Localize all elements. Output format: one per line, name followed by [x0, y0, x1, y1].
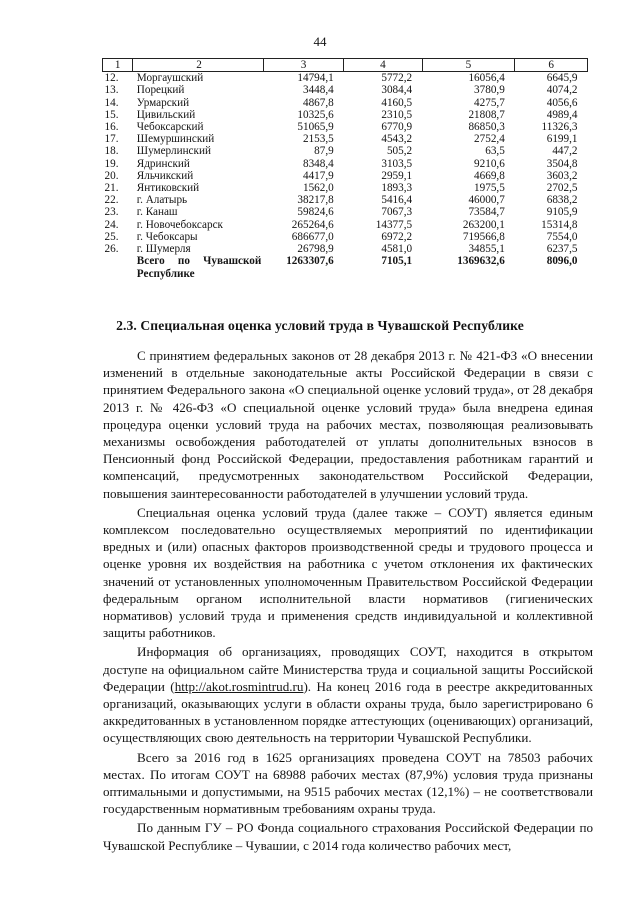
- table-row: [103, 182, 588, 194]
- table-row: [103, 219, 588, 231]
- table-cell: 59824,6: [297, 206, 334, 219]
- row-number: 23.: [104, 206, 119, 219]
- paragraph-text: Информация об организациях, проводящих СОУТ, находится в открытом доступе на официальном сайте Министерства труда и социальной защиты Российской Федерации (: [103, 644, 593, 694]
- statistics-table: [102, 58, 588, 281]
- table-cell: 1893,3: [381, 182, 413, 195]
- table-row: [103, 170, 588, 182]
- table-cell: 34855,1: [468, 243, 505, 256]
- district-name: Шумерлинский: [136, 145, 211, 158]
- district-name: Моргаушский: [136, 72, 204, 85]
- district-name: г. Чебоксары: [136, 230, 198, 243]
- body-text: [103, 347, 593, 856]
- table-cell: 9210,6: [474, 157, 505, 170]
- table-cell: 6770,9: [381, 121, 413, 134]
- total-cell: 1369632,6: [457, 255, 505, 268]
- paragraph: С принятием федеральных законов от 28 декабря 2013 г. № 421-ФЗ «О внесении изменений в отдельные законодательные акты Российской Федерации в связи с принятием Федерального закона «О специальной оценке условий труда», от 28 декабря 2013 г. № 426-ФЗ «О специальной оценке условий труда» была внедрена единая процедура оценки условий труда на рабочих местах, позволяющая реализовывать механизмы освобождения работодателей от уплаты дополнительных взносов в Пенсионный фонд Российской Федерации, предоставления работникам гарантий и компенсаций, предусмотренных законодательством Российской Федерации, повышения заинтересованности работодателей в улучшении условий труда.: [103, 348, 593, 501]
- table-header-row: [103, 59, 588, 72]
- row-number: 14.: [104, 96, 119, 109]
- ministry-link[interactable]: http://akot.rosmintrud.ru: [174, 678, 304, 694]
- district-name: г. Новочебоксарск: [136, 218, 223, 231]
- table-cell: 4417,9: [302, 169, 334, 182]
- column-header: 1: [103, 59, 133, 72]
- table-cell: 86850,3: [468, 121, 505, 134]
- table-cell: 5416,4: [381, 194, 413, 207]
- table-cell: 686677,0: [291, 230, 334, 243]
- table-cell: 10325,6: [297, 108, 334, 121]
- table-cell: 8348,4: [302, 157, 334, 170]
- paragraph: Всего за 2016 год в 1625 организациях проведена СОУТ на 78503 рабочих местах. По итогам СОУТ на 68988 рабочих местах (87,9%) условия труда признаны оптимальными и допустимыми, на 9515 рабочих местах (12,1%) – не соответствовали государственным нормативным требованиям охраны труда.: [103, 749, 593, 817]
- table-row: [103, 121, 588, 133]
- section-title: 2.3. Специальная оценка условий труда в Чувашской Республике: [116, 318, 524, 333]
- row-number: 26.: [104, 243, 119, 256]
- table-row: [103, 243, 588, 255]
- column-header: 4: [344, 59, 422, 72]
- table-cell: 46000,7: [468, 194, 505, 207]
- table-cell: 38217,8: [297, 194, 334, 207]
- table-cell: 4160,5: [381, 96, 413, 109]
- table-cell: 2959,1: [381, 169, 413, 182]
- table-cell: 5772,2: [381, 72, 413, 85]
- total-cell: 8096,0: [546, 255, 578, 268]
- district-name: Чебоксарский: [136, 121, 204, 134]
- total-label: Всего по Чувашской Республике: [136, 255, 262, 281]
- table-cell: 26798,9: [297, 243, 334, 256]
- district-name: Цивильский: [136, 108, 196, 121]
- table-row: [103, 206, 588, 218]
- table-row: [103, 158, 588, 170]
- table-cell: 4581,0: [381, 243, 413, 256]
- table-cell: 3504,8: [546, 157, 578, 170]
- table-cell: 7554,0: [546, 230, 578, 243]
- table-cell: 87,9: [314, 145, 334, 158]
- district-name: г. Алатырь: [136, 194, 188, 207]
- table-cell: 3448,4: [302, 84, 334, 97]
- table-cell: 4056,6: [546, 96, 578, 109]
- table-row: [103, 133, 588, 145]
- row-number: 18.: [104, 145, 119, 158]
- table-row: [103, 84, 588, 96]
- row-number: 12.: [104, 72, 119, 85]
- table-cell: 6645,9: [546, 72, 578, 85]
- table-cell: 3603,2: [546, 169, 578, 182]
- table-total-row: [103, 255, 588, 281]
- district-name: г. Канаш: [136, 206, 178, 219]
- district-name: Яльчикский: [136, 169, 194, 182]
- table-cell: 2702,5: [546, 182, 578, 195]
- table-row: [103, 97, 588, 109]
- table-cell: 447,2: [552, 145, 578, 158]
- table-cell: 11326,3: [541, 121, 578, 134]
- table-cell: 263200,1: [462, 218, 505, 231]
- table-cell: 73584,7: [468, 206, 505, 219]
- table-cell: 2310,5: [381, 108, 413, 121]
- table-cell: 1975,5: [474, 182, 505, 195]
- table-cell: 719566,8: [462, 230, 505, 243]
- table-cell: 6237,5: [546, 243, 578, 256]
- table-cell: 21808,7: [468, 108, 505, 121]
- total-cell: 7105,1: [381, 255, 413, 268]
- table-cell: 14377,5: [375, 218, 413, 231]
- table-cell: 4669,8: [474, 169, 505, 182]
- row-number: 19.: [104, 157, 119, 170]
- row-number: 25.: [104, 230, 119, 243]
- table-cell: 3084,4: [381, 84, 413, 97]
- table-cell: 4275,7: [474, 96, 505, 109]
- table-cell: 505,2: [386, 145, 413, 158]
- district-name: Порецкий: [136, 84, 185, 97]
- district-name: Ядринский: [136, 157, 190, 170]
- table-cell: 4074,2: [546, 84, 578, 97]
- table-cell: 1562,0: [302, 182, 334, 195]
- table-cell: 3780,9: [474, 84, 505, 97]
- total-cell: 1263307,6: [286, 255, 334, 268]
- table-cell: 265264,6: [291, 218, 334, 231]
- district-name: Урмарский: [136, 96, 190, 109]
- row-number: 17.: [104, 133, 119, 146]
- row-number: 24.: [104, 218, 119, 231]
- table-cell: 14794,1: [297, 72, 334, 85]
- table-row: [103, 194, 588, 206]
- table-cell: 15314,8: [541, 218, 578, 231]
- row-number: 13.: [104, 84, 119, 97]
- table-row: [103, 72, 588, 85]
- table-cell: 9105,9: [546, 206, 578, 219]
- district-name: Шемуршинский: [136, 133, 215, 146]
- row-number: 15.: [104, 108, 119, 121]
- table-cell: 3103,5: [381, 157, 413, 170]
- table-row: [103, 109, 588, 121]
- column-header: 6: [515, 59, 588, 72]
- paragraph: По данным ГУ – РО Фонда социального страхования Российской Федерации по Чувашской Республике – Чувашии, с 2014 года количество рабочих мест,: [103, 820, 593, 853]
- table-cell: 6838,2: [546, 194, 578, 207]
- table-cell: 4867,8: [302, 96, 334, 109]
- table-cell: 2752,4: [474, 133, 505, 146]
- paragraph: [103, 643, 593, 746]
- table-cell: 6972,2: [381, 230, 413, 243]
- district-name: г. Шумерля: [136, 243, 191, 256]
- table-cell: 4543,2: [381, 133, 413, 146]
- column-header: 5: [422, 59, 515, 72]
- table-cell: 51065,9: [297, 121, 334, 134]
- row-number: 21.: [104, 182, 119, 195]
- paragraph-text: ). На конец 2016 года в реестре аккредитованных организаций, оказывающих услуги в области охраны труда, было зарегистрировано 6 аккредитованных в установленном порядке аттестующих (оценивающих) организаций, осуществляющих свою деятельность на территории Чувашской Республики.: [103, 678, 594, 746]
- table-cell: 6199,1: [546, 133, 578, 146]
- table-row: [103, 145, 588, 157]
- table-cell: 4989,4: [546, 108, 578, 121]
- table-cell: 63,5: [485, 145, 505, 158]
- table-cell: 2153,5: [302, 133, 334, 146]
- paragraph: Специальная оценка условий труда (далее также – СОУТ) является единым комплексом последовательно осуществляемых мероприятий по идентификации вредных и (или) опасных факторов производственной среды и трудового процесса и оценке уровня их воздействия на работника с учетом отклонения их фактических значений от установленных уполномоченным Правительством Российской Федерации федеральным органом исполнительной власти нормативов (гигиенических нормативов) условий труда и применения средств индивидуальной и коллективной защиты работников.: [103, 504, 593, 641]
- table-row: [103, 231, 588, 243]
- page-number: 44: [313, 34, 327, 49]
- row-number: 20.: [104, 169, 119, 182]
- column-header: 3: [263, 59, 343, 72]
- table-cell: 16056,4: [468, 72, 505, 85]
- row-number: 22.: [104, 194, 119, 207]
- column-header: 2: [133, 59, 264, 72]
- row-number: 16.: [104, 121, 119, 134]
- table-cell: 7067,3: [381, 206, 413, 219]
- district-name: Янтиковский: [136, 182, 200, 195]
